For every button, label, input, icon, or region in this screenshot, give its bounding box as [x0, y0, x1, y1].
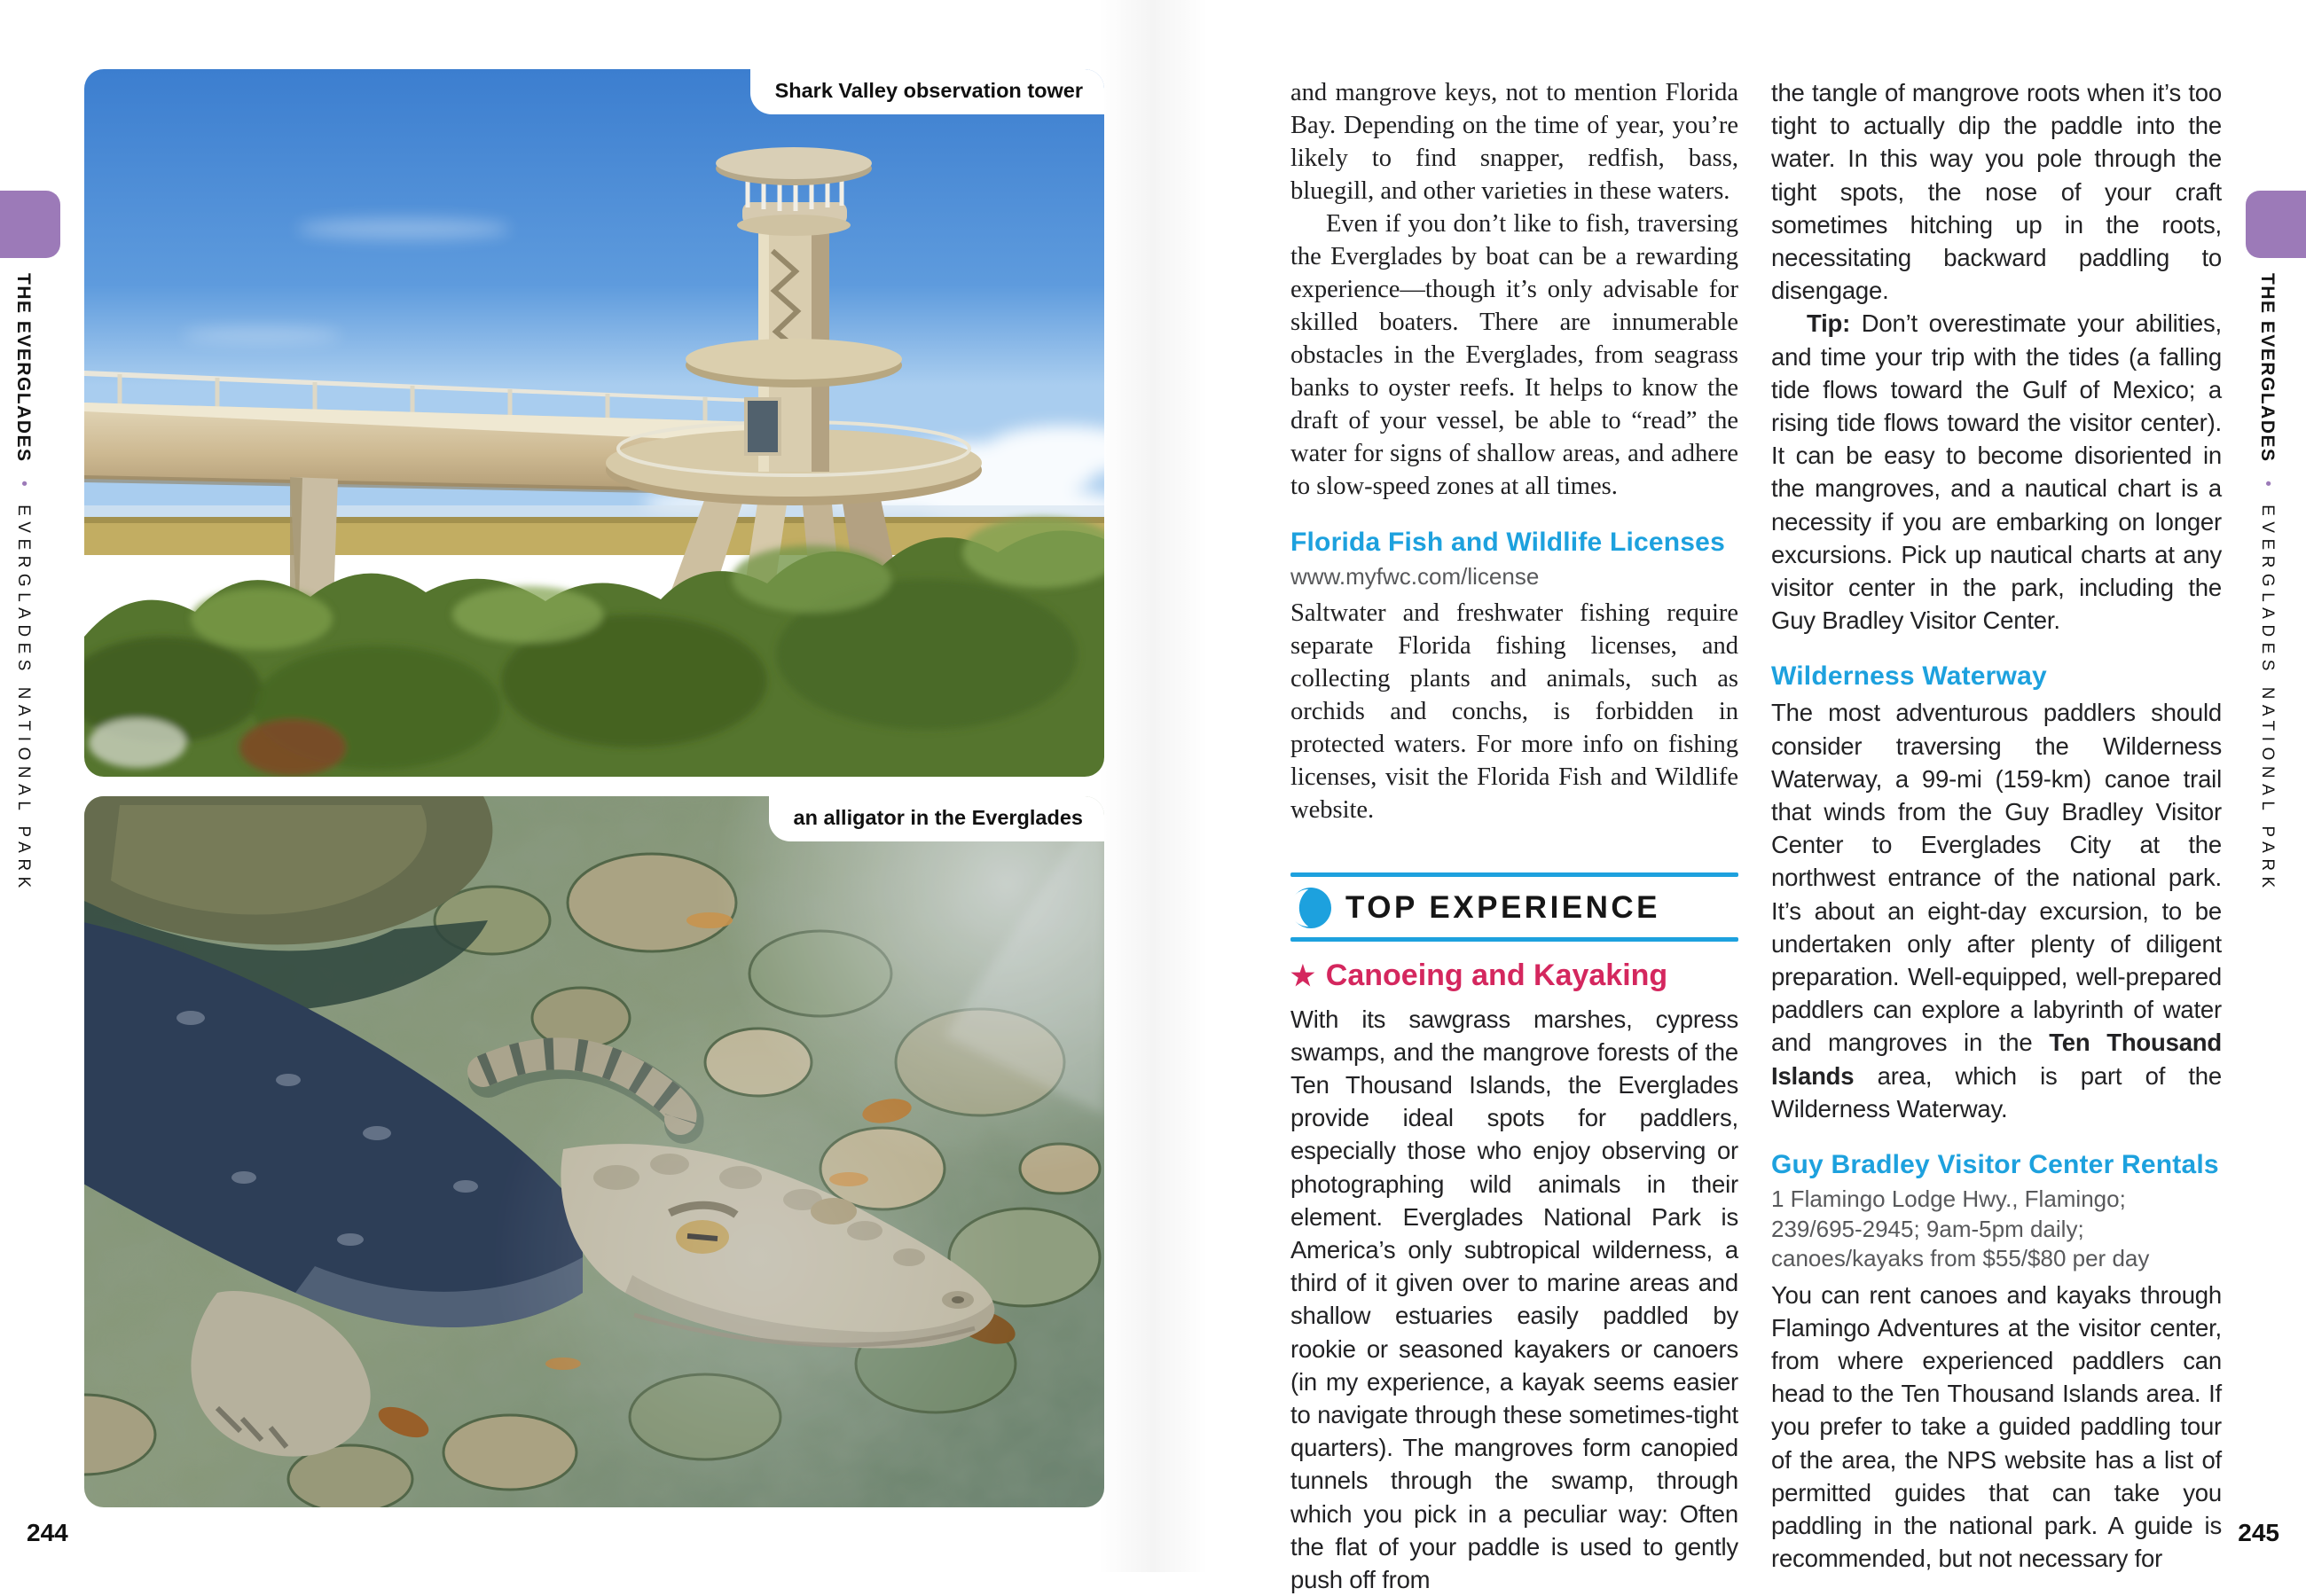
- body-paragraph: and mangrove keys, not to mention Florida Bay. Depending on the time of year, you’re likely to find snapper, redfish, bass, bluegill, and other varieties in these waters.: [1290, 76, 1738, 207]
- listing-heading: Florida Fish and Wildlife Licenses: [1290, 528, 1738, 558]
- text-column-1: [1290, 76, 1738, 1596]
- photo-caption: an alligator in the Everglades: [769, 796, 1105, 841]
- listing-heading: Guy Bradley Visitor Center Rentals: [1771, 1150, 2222, 1180]
- tip-paragraph: [1771, 307, 2222, 637]
- chapter-label: THE EVERGLADES: [13, 273, 34, 463]
- edge-dot-icon: •: [2258, 481, 2277, 487]
- body-paragraph: The most adventurous paddlers should consider traversing the Wilderness Waterway, a 99-mi (159-km) canoe trail that winds from the Guy Bradley Visitor Center to Everglades City at the northwest entrance of the national park. It’s about an eight-day excursion, to be undertaken only after plenty of diligent preparation. Well-equipped, well-prepared paddlers can explore a labyrinth of water and mangroves in the Ten Thousand Islands area, which is part of the Wilderness Waterway.: [1771, 696, 2222, 1125]
- moon-icon: [1290, 888, 1331, 928]
- page-number-right: 245: [2238, 1519, 2279, 1547]
- photo-shark-valley-tower: [84, 69, 1104, 777]
- feature-heading-label: Canoeing and Kayaking: [1326, 958, 1667, 992]
- photo-caption: Shark Valley observation tower: [750, 69, 1104, 114]
- body-paragraph: Saltwater and freshwater fishing require separate Florida fishing licenses, and collecting plants and animals, such as orchids and conchs, is forbidden in protected waters. For more info on fishing licenses, visit the Florida Fish and Wildlife website.: [1290, 597, 1738, 826]
- bold-place-name: Ten Thousand Islands: [1771, 1029, 2222, 1089]
- tip-text: Don’t overestimate your abilities, and time your trip with the tides (a falling tide flows toward the Gulf of Mexico; a rising tide flows toward the visitor center). It can be easy to become disoriented in the mangroves, and a nautical chart is a necessity if you are embarking on longer excursions. Pick up nautical charts at any visitor center in the park, including the Guy Bradley Visitor Center.: [1771, 309, 2222, 634]
- top-experience-label: TOP EXPERIENCE: [1345, 890, 1660, 926]
- shark-valley-tower-illustration: [84, 69, 1104, 777]
- chapter-tab-left: [0, 191, 60, 258]
- running-sidebar-left: [14, 273, 33, 894]
- top-experience-banner: [1290, 872, 1738, 942]
- section-label: EVERGLADES NATIONAL PARK: [14, 505, 33, 894]
- listing-heading: Wilderness Waterway: [1771, 661, 2222, 692]
- star-icon: ★: [1290, 960, 1315, 991]
- divider: [1290, 937, 1738, 942]
- edge-dot-icon: •: [14, 481, 33, 487]
- body-paragraph: Even if you don’t like to fish, traversing the Everglades by boat can be a rewarding experience—though it’s only advisable for skilled boaters. There are innumerable obstacles in the Everglades, from seagrass banks to oyster reefs. It helps to know the draft of your vessel, be able to “read” the water for signs of shallow areas, and adhere to slow-speed zones at all times.: [1290, 207, 1738, 503]
- body-paragraph: With its sawgrass marshes, cypress swamps, and the mangrove forests of the Ten Thousand Islands, the Everglades provide ideal spots for paddlers, especially those who enjoy observing or photographing wild animals in their element. Everglades National Park is America’s only subtropical wilderness, a third of it given over to marine areas and shallow estuaries easily paddled by rookie or seasoned kayakers or canoers (in my experience, a kayak seems easier to navigate through these sometimes-tight quarters). The mangroves form canopied tunnels through the swamp, through which you pick in a peculiar way: Often the flat of your paddle is used to gently push off from: [1290, 1003, 1738, 1596]
- alligator-illustration: [84, 796, 1104, 1507]
- text-column-2: [1771, 76, 2222, 1575]
- page-number-left: 244: [27, 1519, 68, 1547]
- listing-details: 1 Flamingo Lodge Hwy., Flamingo; 239/695-2945; 9am-5pm daily; canoes/kayaks from $55/$80 per day: [1771, 1185, 2222, 1274]
- photo-alligator: [84, 796, 1104, 1507]
- running-sidebar-right: [2258, 273, 2277, 894]
- chapter-label: THE EVERGLADES: [2257, 273, 2278, 463]
- section-label: EVERGLADES NATIONAL PARK: [2258, 505, 2277, 894]
- body-paragraph: You can rent canoes and kayaks through Flamingo Adventures at the visitor center, from where experienced paddlers can head to the Ten Thousand Islands area. If you prefer to take a guided paddling tour of the area, the NPS website has a list of permitted guides that can take you paddling in the national park. A guide is recommended, but not necessary for: [1771, 1279, 2222, 1576]
- listing-details: www.myfwc.com/license: [1290, 562, 1738, 592]
- feature-heading: [1290, 958, 1738, 994]
- tip-label: Tip:: [1807, 309, 1850, 337]
- page-gutter: [1098, 0, 1208, 1572]
- body-paragraph: the tangle of mangrove roots when it’s too tight to actually dip the paddle into the water. In this way you pole through the tight spots, the nose of your craft sometimes hitching up in the roots, necessitating backward paddling to disengage.: [1771, 76, 2222, 307]
- chapter-tab-right: [2246, 191, 2306, 258]
